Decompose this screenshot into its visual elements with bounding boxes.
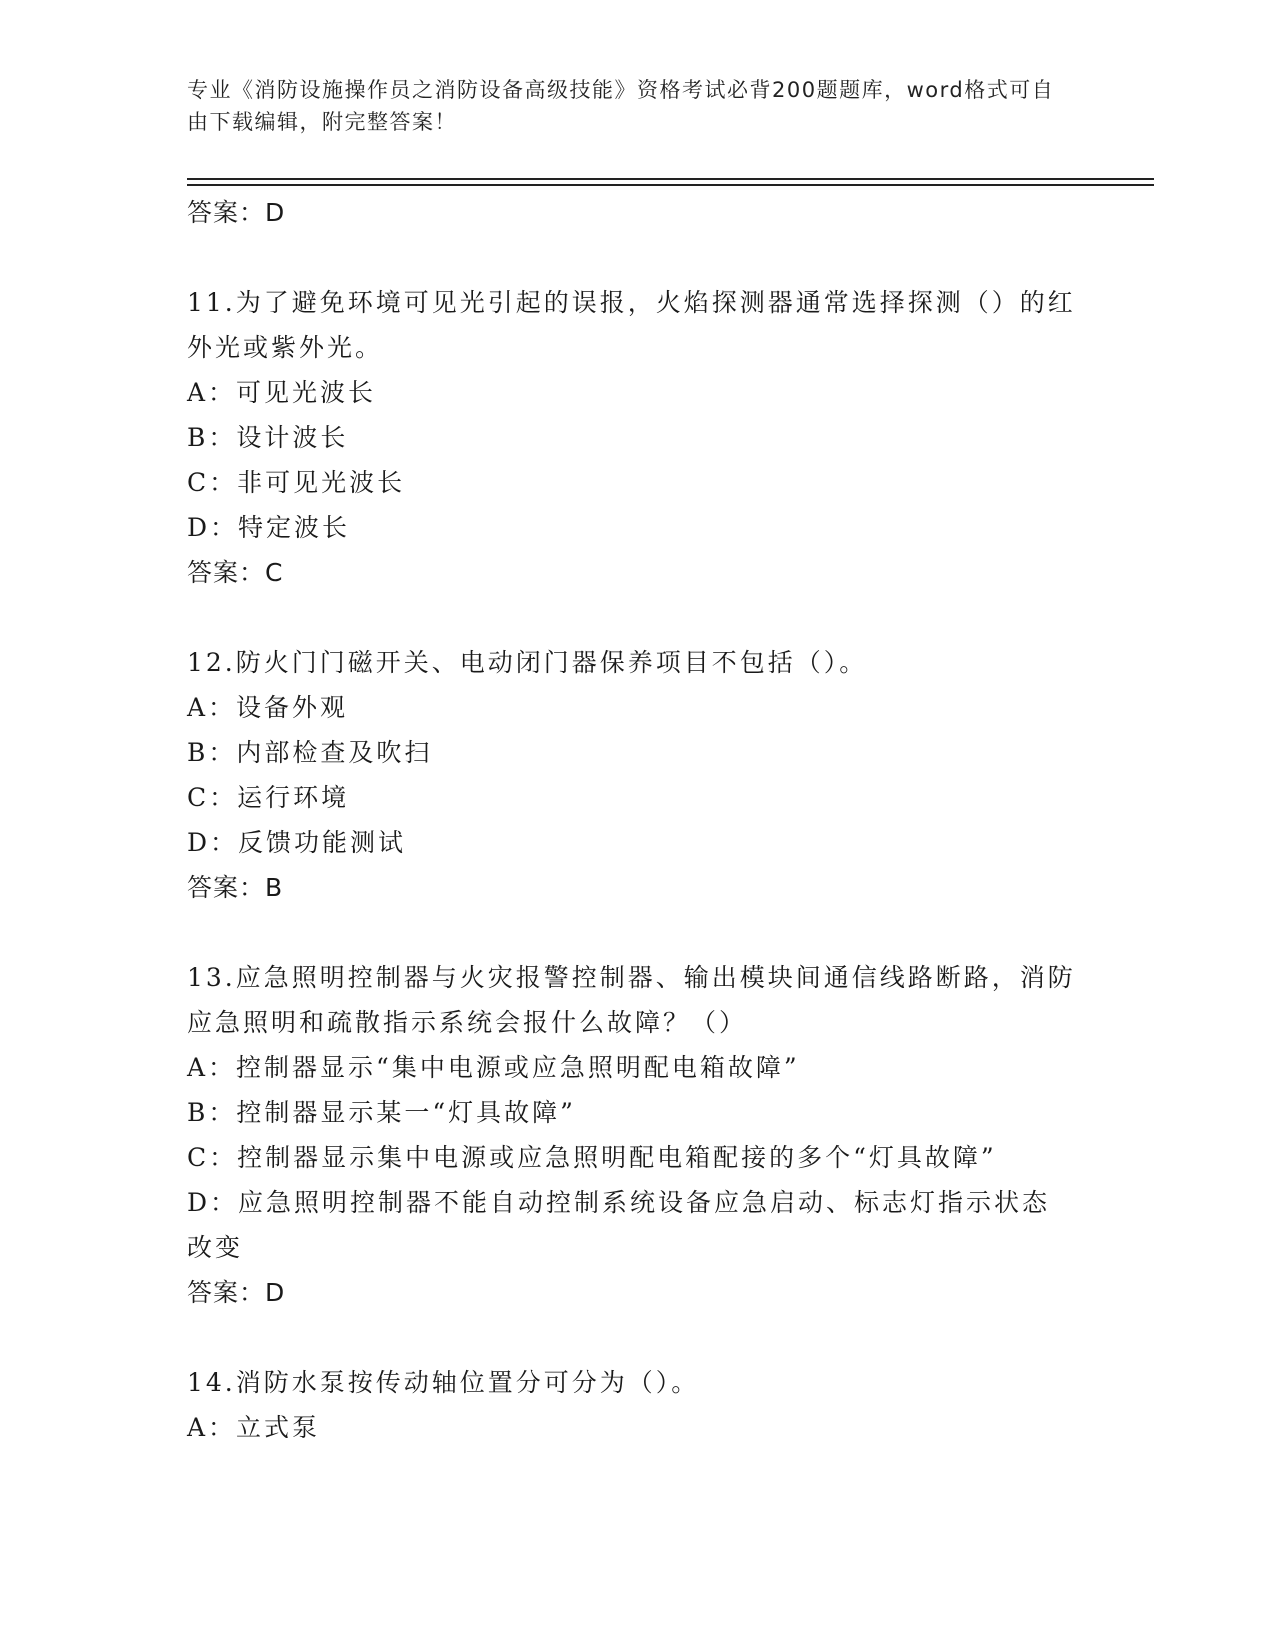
answer-line: 答案：C — [187, 558, 284, 587]
header-rule-bottom — [187, 184, 1154, 186]
option-d: D：特定波长 — [187, 513, 351, 542]
question-item — [187, 640, 1077, 910]
question-text: 12.防火门门磁开关、电动闭门器保养项目不包括（）。 — [187, 648, 868, 677]
option-a: A：设备外观 — [187, 693, 349, 722]
option-d: D：反馈功能测试 — [187, 828, 407, 857]
header-rule-top — [187, 178, 1154, 180]
question-item — [187, 955, 1077, 1315]
option-b: B：设计波长 — [187, 423, 349, 452]
question-text: 13.应急照明控制器与火灾报警控制器、输出模块间通信线路断路，消防应急照明和疏散指示系统会报什么故障？（） — [187, 963, 1076, 1037]
option-b: B：内部检查及吹扫 — [187, 738, 433, 767]
question-item — [187, 1360, 1077, 1450]
option-c: C：控制器显示集中电源或应急照明配电箱配接的多个“灯具故障” — [187, 1143, 997, 1172]
question-list — [187, 190, 1077, 1450]
document-header: 专业《消防设施操作员之消防设备高级技能》资格考试必背200题题库，word格式可自由下载编辑，附完整答案！ — [187, 78, 1055, 134]
question-text: 14.消防水泵按传动轴位置分可分为（）。 — [187, 1368, 700, 1397]
answer-line: 答案：D — [187, 1278, 286, 1307]
option-b: B：控制器显示某一“灯具故障” — [187, 1098, 576, 1127]
option-d: D：应急照明控制器不能自动控制系统设备应急启动、标志灯指示状态改变 — [187, 1188, 1051, 1262]
answer-line: 答案：D — [187, 198, 286, 227]
question-text: 11.为了避免环境可见光引起的误报，火焰探测器通常选择探测（）的红外光或紫外光。 — [187, 288, 1076, 362]
option-c: C：运行环境 — [187, 783, 350, 812]
answer-line: 答案：B — [187, 873, 284, 902]
option-c: C：非可见光波长 — [187, 468, 406, 497]
option-a: A：可见光波长 — [187, 378, 377, 407]
question-item — [187, 280, 1077, 595]
option-a: A：控制器显示“集中电源或应急照明配电箱故障” — [187, 1053, 800, 1082]
option-a: A：立式泵 — [187, 1413, 321, 1442]
